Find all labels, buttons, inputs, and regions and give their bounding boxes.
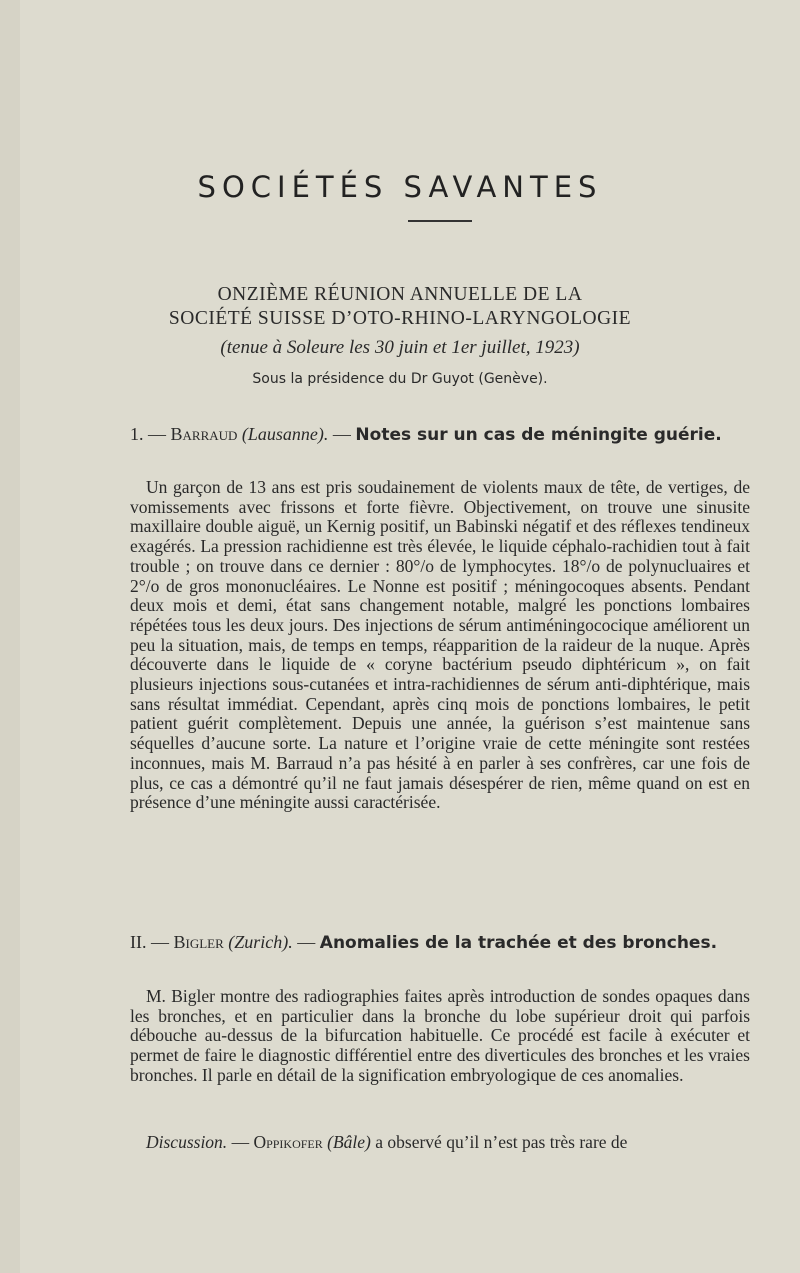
section2-number: II. — bbox=[130, 932, 169, 952]
section1-number: 1. — bbox=[130, 424, 166, 444]
section1-author: Barraud bbox=[170, 424, 238, 444]
discussion-text: a observé qu’il n’est pas très rare de bbox=[375, 1132, 628, 1152]
meeting-session: (tenue à Soleure les 30 juin et 1er juillet, 1923) bbox=[220, 337, 580, 358]
discussion-author: Oppikofer bbox=[253, 1132, 323, 1152]
meeting-heading-line1: ONZIÈME RÉUNION ANNUELLE DE LA bbox=[217, 284, 583, 305]
discussion-city: (Bâle) bbox=[327, 1132, 371, 1152]
title-rule bbox=[408, 220, 472, 222]
section1-dash: — bbox=[332, 424, 351, 444]
section2-dash: — bbox=[297, 932, 316, 952]
discussion-dash: — bbox=[231, 1132, 250, 1152]
section2-discussion bbox=[130, 1133, 750, 1153]
page-title: SOCIÉTÉS SAVANTES bbox=[197, 170, 603, 204]
section2-body: M. Bigler montre des radiographies faites après introduction de sondes opaques dans les bronches, et en particulier dans la bronche du lobe supérieur droit qui parfois débouche au-dessus de la bifurcation habituelle. Ce procédé est facile à exécuter et permet de faire le diagnostic différentiel entre des diverticules des bronches et les vraies bronches. Il parle en détail de la signification embryologique de ces anomalies. bbox=[130, 986, 750, 1085]
section1-title: Notes sur un cas de méningite guérie. bbox=[355, 425, 722, 445]
discussion-label: Discussion. bbox=[146, 1132, 228, 1152]
meeting-presidence: Sous la présidence du Dr Guyot (Genève). bbox=[252, 371, 548, 387]
section2-author: Bigler bbox=[173, 932, 224, 952]
section2-heading bbox=[130, 932, 750, 954]
meeting-heading-line2: SOCIÉTÉ SUISSE D’OTO-RHINO-LARYNGOLOGIE bbox=[168, 308, 632, 329]
section1-body: Un garçon de 13 ans est pris soudainement de violents maux de tête, de vertiges, de vomissements avec frissons et forte fièvre. Objectivement, on trouve une sinusite maxillaire double aiguë, un Kernig positif, un Babinski négatif et des réflexes tendineux exagérés. La pression rachidienne est très élevée, le liquide céphalo-rachidien tout à fait trouble ; on trouve dans ce dernier : 80°/o de lymphocytes. 18°/o de polynucluaires et 2°/o de gros mononucléaires. Le Nonne est positif ; méningocoques absents. Pendant deux mois et demi, état sans changement notable, malgré les ponctions lombaires répétées tous les deux jours. Des injections de sérum antiméningococique améliorent un peu la situation, mais, de temps en temps, réapparition de la raideur de la nuque. Après découverte dans le liquide de « coryne bactérium pseudo diphtéricum », on fait plusieurs injections sous-cutanées et intra-rachidiennes de sérum anti-diphtérique, mais sans résultat immédiat. Cependant, après cinq mois de ponctions lombaires, le petit patient guérit complètement. Depuis une année, la guérison s’est maintenue sans séquelles d’aucune sorte. La nature et l’origine vraie de cette méningite sont restées inconnues, mais M. Barraud n’a pas hésité à en parler à ses confrères, car une fois de plus, ce cas a démontré qu’il ne faut jamais désespérer de rien, même quand on est en présence d’une méningite aussi caractérisée. bbox=[130, 477, 750, 813]
section2-city: (Zurich). bbox=[228, 932, 293, 952]
section1-heading bbox=[130, 424, 750, 446]
section1-city: (Lausanne). bbox=[241, 424, 329, 444]
section2-title: Anomalies de la trachée et des bronches. bbox=[319, 933, 718, 953]
